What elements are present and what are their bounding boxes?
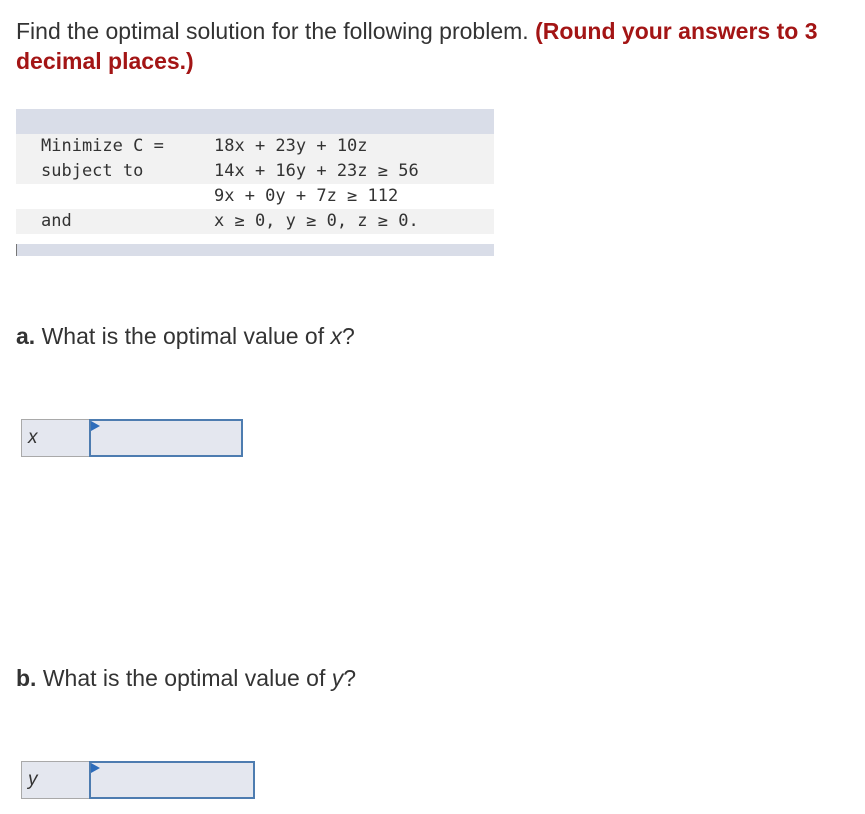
question-b-suffix: ? (343, 665, 357, 691)
question-a (16, 321, 355, 351)
table-footer-band (16, 244, 494, 256)
question-a-suffix: ? (342, 323, 355, 349)
question-b-letter: b. (16, 665, 37, 691)
objective-function: 18x + 23y + 10z (214, 136, 368, 156)
subject-to-label: subject to (41, 161, 144, 181)
answer-y-flag-icon (91, 763, 100, 773)
answer-x-label: x (21, 419, 97, 457)
answer-y-input[interactable] (89, 761, 255, 799)
objective-row (16, 134, 494, 159)
question-a-text: What is the optimal value of (35, 323, 331, 349)
nonnegativity-constraints: x ≥ 0, y ≥ 0, z ≥ 0. (214, 211, 419, 231)
answer-y-group (21, 761, 255, 799)
question-b (16, 663, 356, 693)
answer-y-label: y (21, 761, 97, 799)
question-a-letter: a. (16, 323, 36, 349)
rounding-instruction: (Round your answers to 3 decimal places.) (16, 18, 818, 74)
and-label: and (41, 211, 72, 231)
objective-label: Minimize C = (41, 136, 164, 156)
question-a-variable: x (330, 323, 342, 349)
problem-instructions (16, 16, 865, 76)
answer-x-input[interactable] (89, 419, 243, 457)
table-header-band (16, 109, 494, 134)
constraint-1: 14x + 16y + 23z ≥ 56 (214, 161, 419, 181)
answer-x-group (21, 419, 243, 457)
nonnegativity-row (16, 209, 494, 234)
instructions-text: Find the optimal solution for the following problem. (16, 18, 536, 44)
question-b-variable: y (331, 665, 344, 691)
question-b-text: What is the optimal value of (36, 665, 332, 691)
constraint-row-2 (16, 184, 494, 209)
answer-x-flag-icon (91, 421, 100, 431)
constraint-row-1 (16, 159, 494, 184)
constraint-2: 9x + 0y + 7z ≥ 112 (214, 186, 399, 206)
linear-program-table (16, 109, 494, 256)
